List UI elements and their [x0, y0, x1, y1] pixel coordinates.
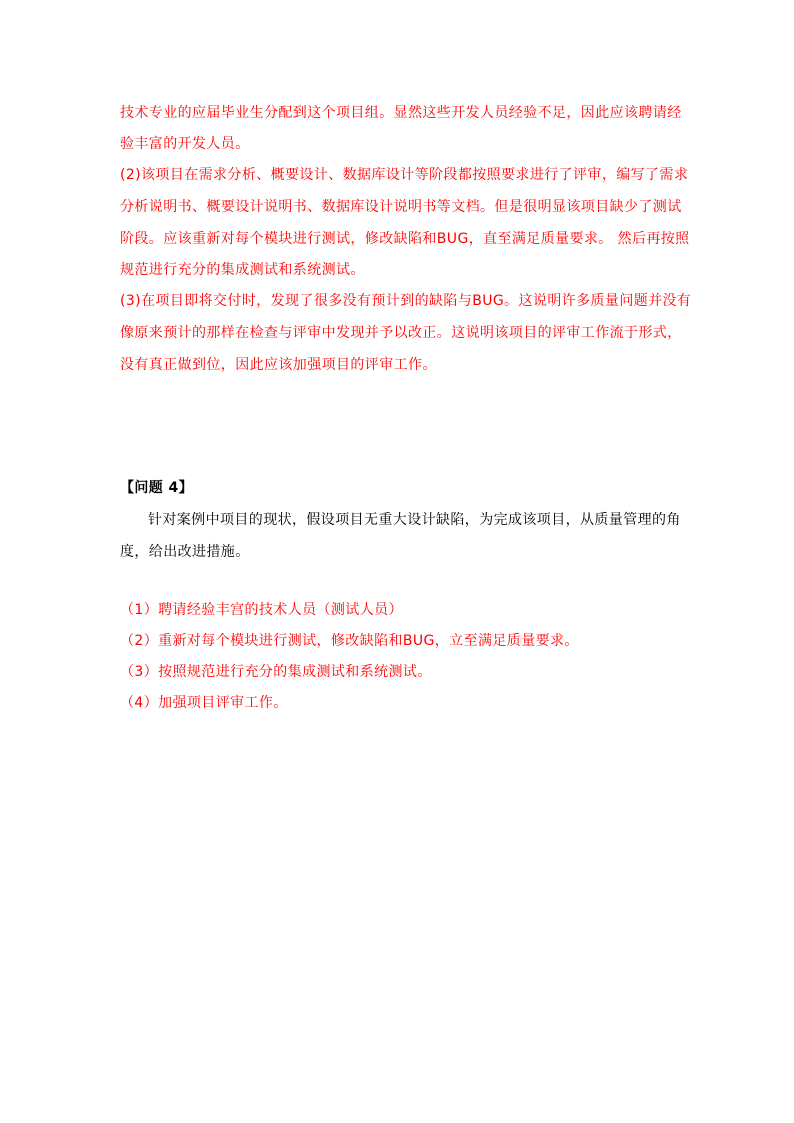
list-item: （2）重新对每个模块进行测试，修改缺陷和BUG，立至满足质量要求。	[120, 633, 579, 649]
list-item: （3）按照规范进行充分的集成测试和系统测试。	[120, 664, 432, 680]
text-line: (2)该项目在需求分析、概要设计、数据库设计等阶段都按照要求进行了评审，编写了需求	[120, 167, 689, 183]
text-line: 没有真正做到位，因此应该加强项目的评审工作。	[120, 357, 437, 373]
text-line: 技术专业的应届毕业生分配到这个项目组。显然这些开发人员经验不足，因此应该聘请经	[120, 105, 682, 121]
text-line: 阶段。应该重新对每个模块进行测试，修改缺陷和BUG，直至满足质量要求。 然后再按照	[120, 231, 690, 247]
answer-3-text	[120, 97, 692, 381]
question-text-line: 针对案例中项目的现状，假设项目无重大设计缺陷，为完成该项目，从质量管理的角	[148, 512, 681, 528]
question-4	[120, 472, 680, 568]
question-text-line: 度，给出改进措施。	[120, 544, 250, 560]
text-line: (3)在项目即将交付时，发现了很多没有预计到的缺陷与BUG。这说明许多质量问题并没有	[120, 293, 692, 309]
text-line: 验丰富的开发人员。	[120, 136, 250, 152]
text-line: 规范进行充分的集成测试和系统测试。	[120, 262, 365, 278]
question-heading: 【问题 4】	[120, 480, 194, 496]
list-item: （4）加强项目评审工作。	[120, 695, 288, 711]
text-line: 像原来预计的那样在检查与评审中发现并予以改正。这说明该项目的评审工作流于形式，	[120, 325, 682, 341]
list-item: （1）聘请经验丰宫的技术人员（测试人员）	[120, 602, 403, 618]
answer-4-list	[120, 595, 680, 719]
text-line: 分析说明书、概要设计说明书、数据库设计说明书等文档。但是很明显该项目缺少了测试	[120, 199, 682, 215]
